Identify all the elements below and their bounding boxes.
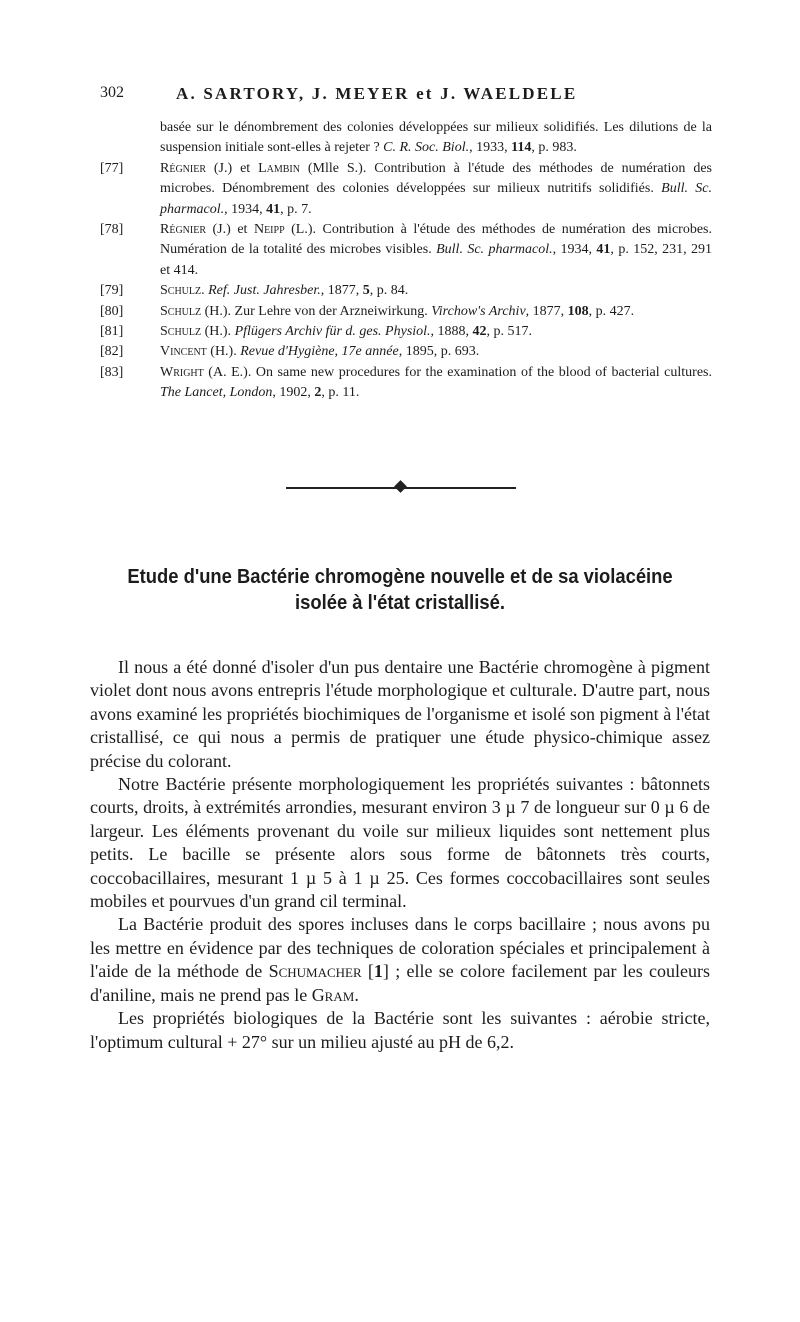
paragraph: Notre Bactérie présente morphologiquement les propriétés suivantes : bâtonnets courts, droits, à extrémités arrondies, mesurant environ 3 µ 7 de longueur sur 0 µ 6 de largeur. Les éléments provenant du voile sur milieux liquides sont nettement plus petits. Le bacille se présente alors sous forme de bâtonnets très courts, coccobacillaires, mesurant 1 µ 5 à 1 µ 25. Ces formes coccobacillaires sont seules mobiles et pourvues d'un grand cil terminal. [90, 774, 710, 912]
article-body [90, 656, 710, 1054]
journal-title: C. R. Soc. Biol. [383, 140, 470, 156]
article-title-line: isolée à l'état cristallisé. [295, 592, 505, 614]
reference-number: [83] [100, 364, 124, 380]
diamond-ornament-icon [394, 480, 407, 493]
reference-continuation: basée sur le dénombrement des colonies développées sur milieux solidifiés. Les dilutions de la suspension initiale sont-elles à rejeter ? C. R. Soc. Biol., 1933, 114, p. 983. [160, 120, 712, 156]
volume: 2 [314, 385, 322, 401]
reference-83: [83] Wright (A. E.). On same new procedures for the examination of the blood of bacterial cultures. The Lancet, London, 1902, 2, p. 11. [100, 364, 712, 401]
author-name: Wright [160, 364, 204, 380]
author-name: Régnier [160, 222, 206, 238]
reference-number: [77] [100, 160, 124, 176]
volume: 5 [362, 283, 370, 299]
reference-number: [82] [100, 344, 124, 360]
reference-80: [80] Schulz (H.). Zur Lehre von der Arzneiwirkung. Virchow's Archiv, 1877, 108, p. 427. [100, 302, 712, 322]
paragraph: Les propriétés biologiques de la Bactérie sont les suivantes : aérobie stricte, l'optimum cultural + 27° sur un milieu ajusté au pH de 6,2. [90, 1008, 710, 1052]
author-name: Schulz [160, 324, 202, 340]
reference-number: [81] [100, 324, 124, 340]
journal-title: Virchow's Archiv [431, 303, 526, 319]
journal-title: Bull. Sc. pharmacol. [436, 242, 553, 258]
reference-79: [79] Schulz. Ref. Just. Jahresber., 1877, 5, p. 84. [100, 281, 712, 301]
volume: 108 [567, 303, 589, 319]
stain-name: Gram [311, 984, 355, 1005]
reference-82: [82] Vincent (H.). Revue d'Hygiène, 17e année, 1895, p. 693. [100, 342, 712, 362]
reference-number: [80] [100, 303, 124, 319]
reference-number: [79] [100, 283, 124, 299]
author-name: Schumacher [268, 961, 362, 982]
running-head [100, 84, 660, 108]
paragraph: La Bactérie produit des spores incluses dans le corps bacillaire ; nous avons pu les mettre en évidence par des techniques de coloration spéciales et principalement à l'aide de la méthode de Schumacher [1] ; elle se colore facilement par les couleurs d'aniline, mais ne prend pas le Gram. [90, 914, 710, 1005]
paragraph: Il nous a été donné d'isoler d'un pus dentaire une Bactérie chromogène à pigment violet dont nous avons entrepris l'étude morphologique et culturale. D'autre part, nous avons examiné les propriétés biochimiques de l'organisme et isolé son pigment à l'état cristallisé, ce qui nous a permis de pratiquer une étude physico-chimique assez précise du colorant. [90, 657, 710, 771]
author-name: Schulz [160, 303, 202, 319]
volume: 114 [511, 140, 532, 156]
running-head-authors: A. SARTORY, J. MEYER et J. WAELDELE [176, 84, 578, 103]
journal-title: Bull. Sc. pharmacol. [160, 181, 712, 217]
journal-title: The Lancet, London [160, 385, 273, 401]
author-name: Régnier [160, 160, 206, 176]
journal-title: Revue d'Hygiène, 17e année [240, 344, 399, 360]
author-name: Vincent [160, 344, 207, 360]
author-name: Lambin [258, 160, 300, 176]
section-divider [286, 479, 516, 497]
author-name: Neipp [253, 222, 285, 238]
volume: 41 [596, 242, 611, 258]
volume: 42 [472, 324, 487, 340]
reference-number: [78] [100, 222, 124, 238]
volume: 41 [266, 201, 281, 217]
page-number: 302 [100, 84, 124, 101]
journal-title: Ref. Just. Jahresber. [208, 283, 321, 299]
citation-number: 1 [373, 961, 383, 982]
bibliography [100, 118, 712, 404]
author-name: Schulz [160, 283, 202, 299]
reference-77: [77] Régnier (J.) et Lambin (Mlle S.). Contribution à l'étude des méthodes de numération des microbes. Dénombrement des colonies développées sur milieux nutritifs solidifiés. Bull. Sc. pharmacol., 1934, 41, p. 7. [100, 160, 712, 217]
reference-78: [78] Régnier (J.) et Neipp (L.). Contribution à l'étude des méthodes de numération des microbes. Numération de la totalité des microbes visibles. Bull. Sc. pharmacol., 1934, 41, p. 152, 231, 291 et 414. [100, 222, 713, 278]
article-title [115, 564, 685, 616]
article-title-line: Etude d'une Bactérie chromogène nouvelle et de sa violacéine [127, 566, 673, 588]
journal-title: Pflügers Archiv für d. ges. Physiol. [234, 324, 431, 340]
reference-81: [81] Schulz (H.). Pflügers Archiv für d. ges. Physiol., 1888, 42, p. 517. [100, 322, 712, 342]
